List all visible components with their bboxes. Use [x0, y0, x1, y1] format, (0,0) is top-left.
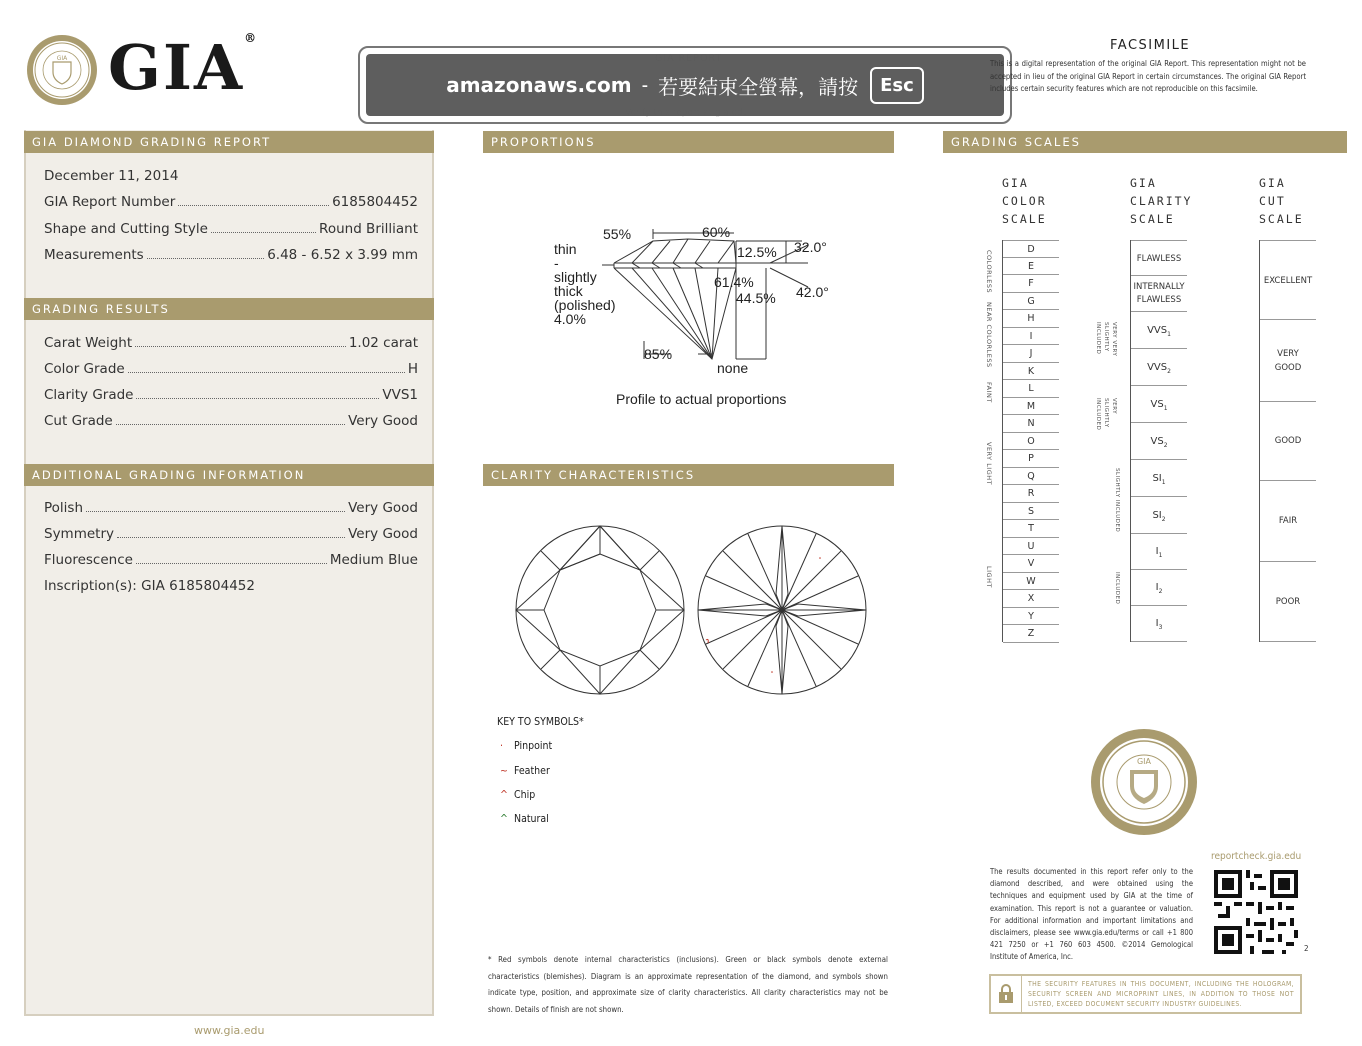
clarity-grade-i3: $I_3$	[1131, 606, 1187, 642]
color-grade-f: F	[1003, 275, 1059, 293]
crown-angle-pct: 55%	[603, 226, 632, 242]
color-scale	[1002, 240, 1059, 642]
clarity-grade-vs1: $VS_1$	[1131, 386, 1187, 423]
facsimile-body: This is a digital representation of the original GIA Report. This representation might not be accepted in lieu of the original GIA Report in certain circumstances. The original GIA Report includes certain security features which are not reproducible on this facsimile.	[990, 59, 1306, 93]
color-grade-u: U	[1003, 538, 1059, 556]
color-grade-t: T	[1003, 520, 1059, 538]
feather-icon: ~	[500, 765, 508, 777]
gia-logo-text: GIA	[108, 31, 245, 104]
girdle-line-6: 4.0%	[554, 311, 586, 327]
group-near-colorless: NEAR COLORLESS	[985, 302, 993, 368]
clarity-section-title: CLARITY CHARACTERISTICS	[483, 464, 894, 486]
chip-label: Chip	[514, 789, 536, 801]
key-natural	[500, 813, 549, 825]
reportcheck-link[interactable]: reportcheck.gia.edu	[1211, 851, 1302, 862]
polish-value: Very Good	[348, 500, 418, 516]
color-grade-y: Y	[1003, 608, 1059, 626]
group-very-light: VERY LIGHT	[985, 442, 993, 486]
color-grade-s: S	[1003, 503, 1059, 521]
color-row	[44, 361, 418, 377]
cut-grade-fair: FAIR	[1260, 481, 1316, 561]
seal-icon	[26, 34, 98, 106]
symmetry-value: Very Good	[348, 526, 418, 542]
clarity-scale-title: GIA CLARITY SCALE	[1130, 176, 1193, 226]
table-pct: 60%	[702, 224, 731, 240]
color-grade-k: K	[1003, 363, 1059, 381]
clarity-footnote: * Red symbols denote internal characteristics (inclusions). Green or black symbols denote external characteristics (blemishes). Diagram is an approximate representation of the diamond, and symbols shown indicate type, position, and approximate size of clarity characteristics. All clarity characteristics may not be shown. Details of finish are not shown.	[488, 955, 888, 1014]
key-title: KEY TO SYMBOLS*	[497, 716, 584, 728]
pinpoint-label: Pinpoint	[514, 740, 553, 752]
proportions-diagram	[540, 215, 850, 385]
pavilion-depth: 44.5%	[736, 290, 776, 306]
gia-seal-large	[1090, 728, 1198, 836]
color-scale-title: GIA COLOR SCALE	[1002, 176, 1047, 226]
clarity-grade-si1: $SI_1$	[1131, 460, 1187, 497]
esc-key[interactable]: Esc	[870, 67, 924, 104]
symmetry-row	[44, 526, 418, 542]
cut-scale	[1259, 240, 1316, 642]
security-box	[989, 974, 1302, 1014]
report-section-title: GIA DIAMOND GRADING REPORT	[24, 131, 434, 153]
svg-text:GIA: GIA	[56, 55, 68, 62]
gia-logo	[108, 30, 258, 106]
clarity-grade-i2: $I_2$	[1131, 570, 1187, 606]
color-grade-x: X	[1003, 590, 1059, 608]
group-faint: FAINT	[985, 382, 993, 403]
security-text: THE SECURITY FEATURES IN THIS DOCUMENT, INCLUDING THE HOLOGRAM, SECURITY SCREEN AND MICROPRINT LINES, IN ADDITION TO THOSE NOT LISTED, EXCEED DOCUMENT SECURITY INDUSTRY GUIDELINES.	[1028, 980, 1294, 1008]
grading-section-title: GRADING RESULTS	[24, 298, 434, 320]
color-label: Color Grade	[44, 361, 125, 377]
clarity-grade-i1: $I_1$	[1131, 534, 1187, 570]
color-grade-l: L	[1003, 380, 1059, 398]
girdle-line-5: (polished)	[554, 297, 616, 313]
color-value: H	[407, 361, 418, 377]
carat-row	[44, 335, 418, 351]
color-grade-v: V	[1003, 555, 1059, 573]
lock-icon	[991, 976, 1022, 1012]
fullscreen-domain: amazonaws.com	[446, 73, 632, 97]
color-grade-z: Z	[1003, 625, 1059, 643]
clarity-grade-vs2: $VS_2$	[1131, 423, 1187, 460]
group-colorless: COLORLESS	[985, 250, 993, 294]
group-light: LIGHT	[985, 566, 993, 588]
proportions-section-title: PROPORTIONS	[483, 131, 894, 153]
natural-icon: ^	[500, 813, 508, 825]
shape-label: Shape and Cutting Style	[44, 221, 208, 237]
fullscreen-notice-body	[366, 54, 1004, 116]
clarity-grade-vvs1: $VVS_1$	[1131, 312, 1187, 349]
qr-code[interactable]	[1214, 870, 1298, 954]
cut-row	[44, 413, 418, 429]
clarity-plot-crown	[514, 524, 686, 696]
key-feather	[500, 765, 550, 777]
cut-grade-good: GOOD	[1260, 401, 1316, 481]
polish-row	[44, 500, 418, 516]
additional-section-title: ADDITIONAL GRADING INFORMATION	[24, 464, 434, 486]
cut-scale-title: GIA CUT SCALE	[1259, 176, 1304, 226]
color-grade-j: J	[1003, 345, 1059, 363]
girdle-line-3: slightly	[554, 269, 597, 285]
group-included: INCLUDED	[1114, 572, 1120, 605]
scales-section-title: GRADING SCALES	[943, 131, 1347, 153]
pavilion-angle: 42.0°	[796, 284, 829, 300]
page-number: 2	[1304, 944, 1309, 953]
color-grade-q: Q	[1003, 468, 1059, 486]
cut-grade-poor: POOR	[1260, 562, 1316, 642]
total-depth: 61.4%	[714, 274, 754, 290]
clarity-row	[44, 387, 418, 403]
shape-value: Round Brilliant	[319, 221, 418, 237]
color-grade-d: D	[1003, 240, 1059, 258]
natural-label: Natural	[514, 813, 549, 825]
shape-row	[44, 221, 418, 237]
report-date: December 11, 2014	[44, 168, 179, 184]
cut-grade-very-good: VERY GOOD	[1274, 349, 1302, 374]
key-chip	[500, 789, 535, 801]
symmetry-label: Symmetry	[44, 526, 114, 542]
report-number-value: 6185804452	[332, 194, 418, 210]
cut-grade-excellent: EXCELLENT	[1260, 240, 1316, 320]
measurements-value: 6.48 - 6.52 x 3.99 mm	[267, 247, 418, 263]
polish-label: Polish	[44, 500, 84, 516]
lower-half: 85%	[644, 346, 673, 362]
svg-text:GIA: GIA	[1136, 757, 1152, 766]
clarity-label: Clarity Grade	[44, 387, 134, 403]
group-si: SLIGHTLY INCLUDED	[1114, 468, 1120, 533]
group-vs: VERY SLIGHTLY INCLUDED	[1095, 398, 1117, 431]
clarity-value: VVS1	[382, 387, 418, 403]
proportions-caption: Profile to actual proportions	[616, 391, 787, 407]
color-grade-e: E	[1003, 258, 1059, 276]
clarity-grade-si2: $SI_2$	[1131, 497, 1187, 534]
chip-icon: ^	[500, 789, 508, 801]
color-grade-h: H	[1003, 310, 1059, 328]
color-grade-m: M	[1003, 398, 1059, 416]
disclaimer: The results documented in this report refer only to the diamond described, and were obtained using the techniques and equipment used by GIA at the time of examination. This report is not a guarantee or valuation. For additional information and important limitations and disclaimers, please see www.gia.edu/terms or call +1 800 421 7250 or +1 760 603 4500. ©2014 Gemological Institute of America, Inc.	[990, 867, 1193, 962]
fluorescence-row	[44, 552, 418, 568]
culet: none	[717, 360, 749, 376]
key-pinpoint	[500, 740, 552, 752]
color-grade-i: I	[1003, 328, 1059, 346]
girdle-line-2: -	[554, 255, 559, 271]
clarity-scale	[1130, 240, 1187, 642]
color-grade-n: N	[1003, 415, 1059, 433]
report-number-label: GIA Report Number	[44, 194, 176, 210]
crown-height: 12.5%	[737, 244, 777, 260]
fluorescence-label: Fluorescence	[44, 552, 133, 568]
feather-label: Feather	[514, 765, 550, 777]
cut-label: Cut Grade	[44, 413, 113, 429]
color-grade-g: G	[1003, 293, 1059, 311]
color-grade-p: P	[1003, 450, 1059, 468]
fullscreen-sep: -	[641, 73, 649, 97]
color-grade-o: O	[1003, 433, 1059, 451]
girdle-line-4: thick	[554, 283, 583, 299]
gia-seal	[26, 34, 98, 106]
report-number-row	[44, 194, 418, 210]
carat-label: Carat Weight	[44, 335, 133, 351]
girdle-line-1: thin	[554, 241, 577, 257]
pinpoint-icon: ·	[500, 740, 503, 752]
clarity-grade-vvs2: $VVS_2$	[1131, 349, 1187, 386]
fullscreen-message: 若要結束全螢幕，請按	[658, 74, 859, 99]
group-vvs: VERY VERY SLIGHTLY INCLUDED	[1095, 322, 1117, 357]
registered-mark: ®	[244, 31, 259, 45]
inscription: Inscription(s): GIA 6185804452	[44, 578, 255, 594]
carat-value: 1.02 carat	[348, 335, 418, 351]
crown-angle: 32.0°	[794, 239, 827, 255]
color-grade-r: R	[1003, 485, 1059, 503]
fullscreen-notice	[358, 46, 1012, 124]
measurements-label: Measurements	[44, 247, 144, 263]
clarity-grade-if: INTERNALLY FLAWLESS	[1131, 276, 1187, 312]
cut-value: Very Good	[348, 413, 418, 429]
clarity-grade-fl: FLAWLESS	[1131, 240, 1187, 276]
gia-website[interactable]: www.gia.edu	[194, 1024, 265, 1037]
measurements-row	[44, 247, 418, 263]
facsimile-title: FACSIMILE	[1110, 38, 1191, 53]
fluorescence-value: Medium Blue	[329, 552, 418, 568]
color-grade-w: W	[1003, 573, 1059, 591]
clarity-plot-pavilion	[696, 524, 868, 696]
